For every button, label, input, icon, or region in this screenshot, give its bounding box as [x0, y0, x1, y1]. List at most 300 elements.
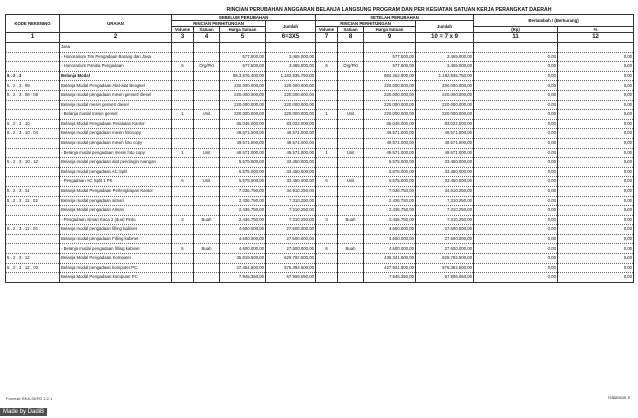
cell-v1 [172, 186, 194, 196]
cell-kode: 5 . 2 . 3 . 10 [6, 119, 60, 129]
cell-s2: Org/Pkt [338, 62, 364, 72]
cell-j1: 33.450.000,00 [266, 167, 316, 177]
cell-v1 [172, 234, 194, 244]
cell-h2: 49.571.000,00 [364, 129, 416, 139]
header-harga-2: Harga Satuan [364, 27, 416, 33]
cell-kode: 5 . 2 . 3 . 11 [6, 186, 60, 196]
header-pct: % [558, 27, 634, 33]
cell-h1: 7.036.750,00 [220, 186, 266, 196]
cell-j2: 1.182.935.750,00 [416, 71, 474, 81]
cell-j1: 49.571.000,00 [266, 129, 316, 139]
cell-j1 [266, 43, 316, 53]
cell-rp: 0,00 [474, 52, 558, 62]
cell-j1: 220.000.000,00 [266, 81, 316, 91]
cell-h2: 220.000.000,00 [364, 81, 416, 91]
cell-s2 [338, 90, 364, 100]
cell-j2: 7.310.250,00 [416, 206, 474, 216]
header-sebelum: SEBELUM PERUBAHAN [172, 15, 316, 21]
cell-kode [6, 244, 60, 254]
cell-pct: 0,00 [558, 254, 634, 264]
cell-kode [6, 273, 60, 283]
cell-h2 [364, 43, 416, 53]
column-number: 3 [172, 33, 194, 43]
cell-h1: 4.600.000,00 [220, 234, 266, 244]
cell-h1: 55.046.000,00 [220, 119, 266, 129]
cell-rp: 0,00 [474, 177, 558, 187]
header-satuan-1: Satuan [194, 27, 220, 33]
cell-s1 [194, 254, 220, 264]
cell-v1 [172, 225, 194, 235]
cell-pct: 0,00 [558, 196, 634, 206]
cell-pct: 0,00 [558, 90, 634, 100]
cell-s2 [338, 100, 364, 110]
cell-j2: 27.600.000,00 [416, 244, 474, 254]
table-row [6, 244, 634, 254]
column-number: 9 [364, 33, 416, 43]
table-row [6, 90, 634, 100]
cell-h2: 4.600.000,00 [364, 234, 416, 244]
cell-j2: 220.000.000,00 [416, 90, 474, 100]
column-number: 6=3X5 [266, 33, 316, 43]
cell-kode: 5 . 2 . 3 . 10 . 12 [6, 158, 60, 168]
cell-s2: Unit [338, 148, 364, 158]
cell-pct: 0,00 [558, 234, 634, 244]
column-number: 10 = 7 x 9 [416, 33, 474, 43]
cell-h1: 88.3.676.400,00 [220, 71, 266, 81]
column-number: 11 [474, 33, 558, 43]
cell-j2: 27.600.000,00 [416, 234, 474, 244]
cell-j2: 34.910.250,00 [416, 186, 474, 196]
cell-v1: 1 [172, 110, 194, 120]
cell-j1: 7.310.250,00 [266, 206, 316, 216]
cell-j1: 83.022.000,00 [266, 119, 316, 129]
cell-v2 [316, 263, 338, 273]
header-volume-2: Volume [316, 27, 338, 33]
cell-j1: 7.310.250,00 [266, 215, 316, 225]
cell-v1 [172, 81, 194, 91]
cell-uraian: Belanja Modal pengadaan Almari [60, 206, 172, 216]
cell-pct: 0,00 [558, 148, 634, 158]
cell-j2: 33.450.000,00 [416, 158, 474, 168]
cell-v2 [316, 71, 338, 81]
cell-pct: 0,00 [558, 62, 634, 72]
cell-rp: 0,00 [474, 263, 558, 273]
cell-h2: 577.500,00 [364, 52, 416, 62]
cell-j2: 629.792.500,00 [416, 254, 474, 264]
cell-kode [6, 138, 60, 148]
cell-h2: 436.341.500,00 [364, 254, 416, 264]
cell-j1: 576.392.500,00 [266, 263, 316, 273]
cell-v2: 3 [316, 215, 338, 225]
cell-s2 [338, 43, 364, 53]
column-number: 8 [338, 33, 364, 43]
cell-uraian: - Honorarium Tim Pengadaan Barang dan Jasa [60, 52, 172, 62]
cell-pct: 0,00 [558, 263, 634, 273]
cell-s1 [194, 138, 220, 148]
cell-uraian: Belanja modal pengadaan AC Split [60, 167, 172, 177]
table-row [6, 177, 634, 187]
header-uraian: URAIAN [60, 15, 172, 33]
cell-s2 [338, 263, 364, 273]
cell-s1 [194, 90, 220, 100]
header-satuan-2: Satuan [338, 27, 364, 33]
table-row [6, 138, 634, 148]
cell-s1 [194, 129, 220, 139]
cell-uraian: Belanja Modal Pengadaan komputer PC [60, 273, 172, 283]
cell-rp: 0,00 [474, 273, 558, 283]
cell-v1 [172, 196, 194, 206]
table-row [6, 206, 634, 216]
table-row [6, 234, 634, 244]
cell-pct: 0,00 [558, 177, 634, 187]
cell-v2 [316, 129, 338, 139]
cell-s1 [194, 167, 220, 177]
cell-rp: 0,00 [474, 215, 558, 225]
cell-j1: 27.600.000,00 [266, 225, 316, 235]
cell-kode: 5 . 2 . 3 . 10 . 04 [6, 129, 60, 139]
cell-s2: Unit [338, 177, 364, 187]
cell-rp: 0,00 [474, 244, 558, 254]
cell-rp: 0,00 [474, 81, 558, 91]
cell-j1: 33.450.000,00 [266, 158, 316, 168]
cell-h2: 2.436.750,00 [364, 196, 416, 206]
cell-s2 [338, 129, 364, 139]
cell-j1: 33.450.000,00 [266, 177, 316, 187]
cell-kode [6, 206, 60, 216]
cell-h1: 49.571.000,00 [220, 129, 266, 139]
cell-uraian: Belanja modal pengadaan mesin foto copy [60, 138, 172, 148]
cell-h1: 220.000.000,00 [220, 100, 266, 110]
cell-pct: 0,00 [558, 206, 634, 216]
page-title: RINCIAN PERUBAHAN ANGGARAN BELANJA LANGSUNG PROGRAM DAN PER KEGIATAN SATUAN KERJA PERANGKAT DAERAH [226, 7, 552, 13]
cell-s2 [338, 119, 364, 129]
cell-h1: 27.454.500,00 [220, 263, 266, 273]
cell-uraian: Belanja Modal Pengadaan Perlengkapan Kantor [60, 186, 172, 196]
cell-s2 [338, 158, 364, 168]
cell-j2: 220.000.000,00 [416, 81, 474, 91]
cell-s2 [338, 225, 364, 235]
cell-h1: 5.575.000,00 [220, 167, 266, 177]
cell-s1 [194, 71, 220, 81]
cell-h1: 220.000.000,00 [220, 81, 266, 91]
cell-pct: 0,00 [558, 158, 634, 168]
cell-j2: 49.571.000,00 [416, 138, 474, 148]
cell-s1 [194, 225, 220, 235]
header-jumlah-1: Jumlah [266, 21, 316, 33]
cell-v2: 6 [316, 177, 338, 187]
cell-rp: 0,00 [474, 62, 558, 72]
cell-kode [6, 148, 60, 158]
cell-v2 [316, 206, 338, 216]
cell-h2: 5.575.000,00 [364, 177, 416, 187]
cell-pct: 0,00 [558, 71, 634, 81]
cell-s1 [194, 263, 220, 273]
cell-pct: 0,00 [558, 273, 634, 283]
cell-s1 [194, 81, 220, 91]
cell-j1: 27.600.000,00 [266, 234, 316, 244]
column-number: 1 [6, 33, 60, 43]
cell-kode [6, 167, 60, 177]
cell-v2 [316, 100, 338, 110]
cell-v2 [316, 196, 338, 206]
cell-h1: 5.575.000,00 [220, 177, 266, 187]
cell-kode: 5 . 2 . 3 . 12 . 02 [6, 263, 60, 273]
cell-rp: 0,00 [474, 110, 558, 120]
cell-uraian: - Belanja modal pengadaan mesin foto copy [60, 148, 172, 158]
table-row [6, 167, 634, 177]
cell-s1 [194, 234, 220, 244]
cell-s1: Unit [194, 148, 220, 158]
cell-s2 [338, 254, 364, 264]
cell-s1 [194, 100, 220, 110]
cell-h2: 2.436.750,00 [364, 206, 416, 216]
cell-j2: 49.571.000,00 [416, 129, 474, 139]
cell-v1 [172, 167, 194, 177]
cell-h1: 2.436.750,00 [220, 215, 266, 225]
table-row [6, 273, 634, 283]
cell-v1: 6 [172, 62, 194, 72]
cell-rp: 0,00 [474, 186, 558, 196]
cell-pct: 0,00 [558, 244, 634, 254]
cell-v2 [316, 186, 338, 196]
cell-j2: 3.465.000,00 [416, 52, 474, 62]
cell-s2: Buah [338, 244, 364, 254]
cell-v1 [172, 254, 194, 264]
cell-s2 [338, 71, 364, 81]
cell-j1: 3.465.000,00 [266, 52, 316, 62]
cell-kode [6, 177, 60, 187]
cell-uraian: Jasa [60, 43, 172, 53]
cell-s1 [194, 52, 220, 62]
cell-v2 [316, 234, 338, 244]
cell-uraian: Belanja modal pengadaan almari [60, 196, 172, 206]
cell-h1: 4.600.000,00 [220, 225, 266, 235]
cell-h2: 577.500,00 [364, 62, 416, 72]
cell-v2 [316, 119, 338, 129]
cell-pct: 0,00 [558, 100, 634, 110]
cell-s2 [338, 186, 364, 196]
cell-v1 [172, 100, 194, 110]
document [5, 6, 633, 283]
budget-table [5, 14, 634, 283]
cell-j1: 220.000.000,00 [266, 90, 316, 100]
cell-s1 [194, 158, 220, 168]
cell-v1: 1 [172, 148, 194, 158]
cell-uraian: Belanja modal pengadaan komputer PC [60, 263, 172, 273]
cell-j2: 7.310.250,00 [416, 196, 474, 206]
header-volume-1: Volume [172, 27, 194, 33]
cell-v2 [316, 158, 338, 168]
cell-uraian: Belanja Modal [60, 71, 172, 81]
cell-kode [6, 43, 60, 53]
cell-h2: 49.571.000,00 [364, 148, 416, 158]
cell-v1: 6 [172, 244, 194, 254]
cell-kode: 5 . 2 . 3 . 11 . 04 [6, 225, 60, 235]
cell-pct: 0,00 [558, 81, 634, 91]
cell-v1 [172, 90, 194, 100]
cell-uraian: Belanja modal pengadaan filling kabinet [60, 225, 172, 235]
cell-v1 [172, 273, 194, 283]
cell-h1: 5.575.000,00 [220, 158, 266, 168]
cell-j1: 1.182.935.750,00 [266, 71, 316, 81]
cell-v2 [316, 254, 338, 264]
cell-j2: 83.022.000,00 [416, 119, 474, 129]
cell-rp: 0,00 [474, 90, 558, 100]
cell-s2 [338, 52, 364, 62]
cell-j2: 220.000.000,00 [416, 100, 474, 110]
cell-uraian: Belanja modal pengadaan alat pendingin ruangan [60, 158, 172, 168]
cell-v1 [172, 138, 194, 148]
cell-kode [6, 62, 60, 72]
cell-rp: 0,00 [474, 206, 558, 216]
cell-kode: 5 . 2 . 3 . 11 . 02 [6, 196, 60, 206]
cell-kode [6, 110, 60, 120]
cell-j2: 67.906.050,00 [416, 273, 474, 283]
header-jumlah-2: Jumlah [416, 21, 474, 33]
cell-uraian: Belanja Modal Pengadaan Komputer [60, 254, 172, 264]
table-row [6, 110, 634, 120]
cell-h2: 5.575.000,00 [364, 167, 416, 177]
cell-uraian: - Pengadaan Almari Kaca 2 (dua) Pintu [60, 215, 172, 225]
column-number-row [6, 33, 634, 43]
column-number: 12 [558, 33, 634, 43]
cell-s1: Org/Pkt [194, 62, 220, 72]
cell-pct: 0,00 [558, 119, 634, 129]
cell-rp: 0,00 [474, 71, 558, 81]
cell-j2: 33.450.000,00 [416, 177, 474, 187]
cell-pct: 0,00 [558, 215, 634, 225]
cell-s2: Unit [338, 110, 364, 120]
cell-s1: Buah [194, 215, 220, 225]
header-setelah: SETELAH PERUBAHAN [316, 15, 474, 21]
cell-h2: 220.000.000,00 [364, 100, 416, 110]
cell-rp: 0,00 [474, 148, 558, 158]
cell-pct: 0,00 [558, 186, 634, 196]
cell-h1: 2.436.750,00 [220, 196, 266, 206]
cell-j2: 3.465.000,00 [416, 62, 474, 72]
cell-h1 [220, 43, 266, 53]
cell-v2 [316, 52, 338, 62]
table-row [6, 196, 634, 206]
table-row [6, 215, 634, 225]
cell-rp: 0,00 [474, 196, 558, 206]
table-body [6, 43, 634, 283]
cell-rp: 0,00 [474, 129, 558, 139]
cell-h2: 220.000.000,00 [364, 90, 416, 100]
header-harga-1: Harga Satuan [220, 27, 266, 33]
cell-kode: 5 . 2 . 3 [6, 71, 60, 81]
table-row [6, 62, 634, 72]
cell-rp: 0,00 [474, 167, 558, 177]
cell-h2: 55.046.000,00 [364, 119, 416, 129]
cell-v2: 1 [316, 148, 338, 158]
column-number: 7 [316, 33, 338, 43]
cell-v2 [316, 90, 338, 100]
watermark-stamp: Made by DadiB [0, 408, 47, 416]
cell-kode [6, 52, 60, 62]
cell-v2 [316, 43, 338, 53]
cell-j2: 220.000.000,00 [416, 110, 474, 120]
cell-h1: 2.436.750,00 [220, 206, 266, 216]
cell-uraian: - Belanja modal mesin genset [60, 110, 172, 120]
cell-v1 [172, 206, 194, 216]
cell-j2: 576.392.500,00 [416, 263, 474, 273]
header-rincian-1: RINCIAN PERHITUNGAN [172, 21, 266, 27]
cell-v1: 6 [172, 177, 194, 187]
column-number: 5 [220, 33, 266, 43]
column-number: 2 [60, 33, 172, 43]
table-row [6, 71, 634, 81]
cell-h2: 220.000.000,00 [364, 110, 416, 120]
cell-v1: 3 [172, 215, 194, 225]
cell-v1 [172, 43, 194, 53]
cell-h2: 4.600.000,00 [364, 244, 416, 254]
cell-kode [6, 215, 60, 225]
cell-kode: 5 . 2 . 3 . 08 [6, 81, 60, 91]
table-row [6, 186, 634, 196]
cell-h2: 4.600.000,00 [364, 225, 416, 235]
cell-h1: 49.571.000,00 [220, 148, 266, 158]
cell-rp: 0,00 [474, 158, 558, 168]
cell-rp: 0,00 [474, 254, 558, 264]
cell-rp [474, 43, 558, 53]
table-header [6, 15, 634, 43]
cell-h2: 49.571.000,00 [364, 138, 416, 148]
cell-j2: 33.450.000,00 [416, 167, 474, 177]
table-row [6, 263, 634, 273]
cell-h2: 5.575.000,00 [364, 158, 416, 168]
header-bertambah: Bertambah / (Berkurang) [474, 15, 634, 27]
cell-j1: 49.571.000,00 [266, 148, 316, 158]
cell-j1: 220.000.000,00 [266, 100, 316, 110]
cell-h1: 220.000.000,00 [220, 110, 266, 120]
cell-s2 [338, 273, 364, 283]
form-code: Formulir RKA-SKPD 2.2.1 [6, 396, 53, 401]
cell-h2: 884.262.900,00 [364, 71, 416, 81]
cell-rp: 0,00 [474, 119, 558, 129]
cell-pct: 0,00 [558, 138, 634, 148]
cell-h1: 35.919.500,00 [220, 254, 266, 264]
cell-j2 [416, 43, 474, 53]
cell-uraian: - Pengadaan AC Split 1 PK [60, 177, 172, 187]
cell-s1: Buah [194, 244, 220, 254]
cell-s1 [194, 206, 220, 216]
cell-j1: 67.906.050,00 [266, 273, 316, 283]
cell-s1: Unit [194, 110, 220, 120]
cell-uraian: Belanja modal mesin genset/ diesel [60, 100, 172, 110]
cell-j2: 27.600.000,00 [416, 225, 474, 235]
cell-j1: 629.792.500,00 [266, 254, 316, 264]
cell-j1: 49.571.000,00 [266, 138, 316, 148]
cell-pct [558, 43, 634, 53]
cell-h2: 7.945.350,00 [364, 273, 416, 283]
cell-v1 [172, 119, 194, 129]
cell-kode: 5 . 2 . 3 . 12 [6, 254, 60, 264]
cell-kode: 5 . 2 . 3 . 08 . 05 [6, 90, 60, 100]
cell-kode [6, 100, 60, 110]
cell-pct: 0,00 [558, 167, 634, 177]
cell-s1 [194, 119, 220, 129]
cell-h1: 577.500,00 [220, 52, 266, 62]
cell-uraian: Belanja Modal Pengadaan Peralatan Kantor [60, 119, 172, 129]
cell-v1 [172, 158, 194, 168]
table-row [6, 254, 634, 264]
cell-v1 [172, 52, 194, 62]
cell-s2 [338, 81, 364, 91]
table-row [6, 158, 634, 168]
table-row [6, 148, 634, 158]
table-row [6, 43, 634, 53]
